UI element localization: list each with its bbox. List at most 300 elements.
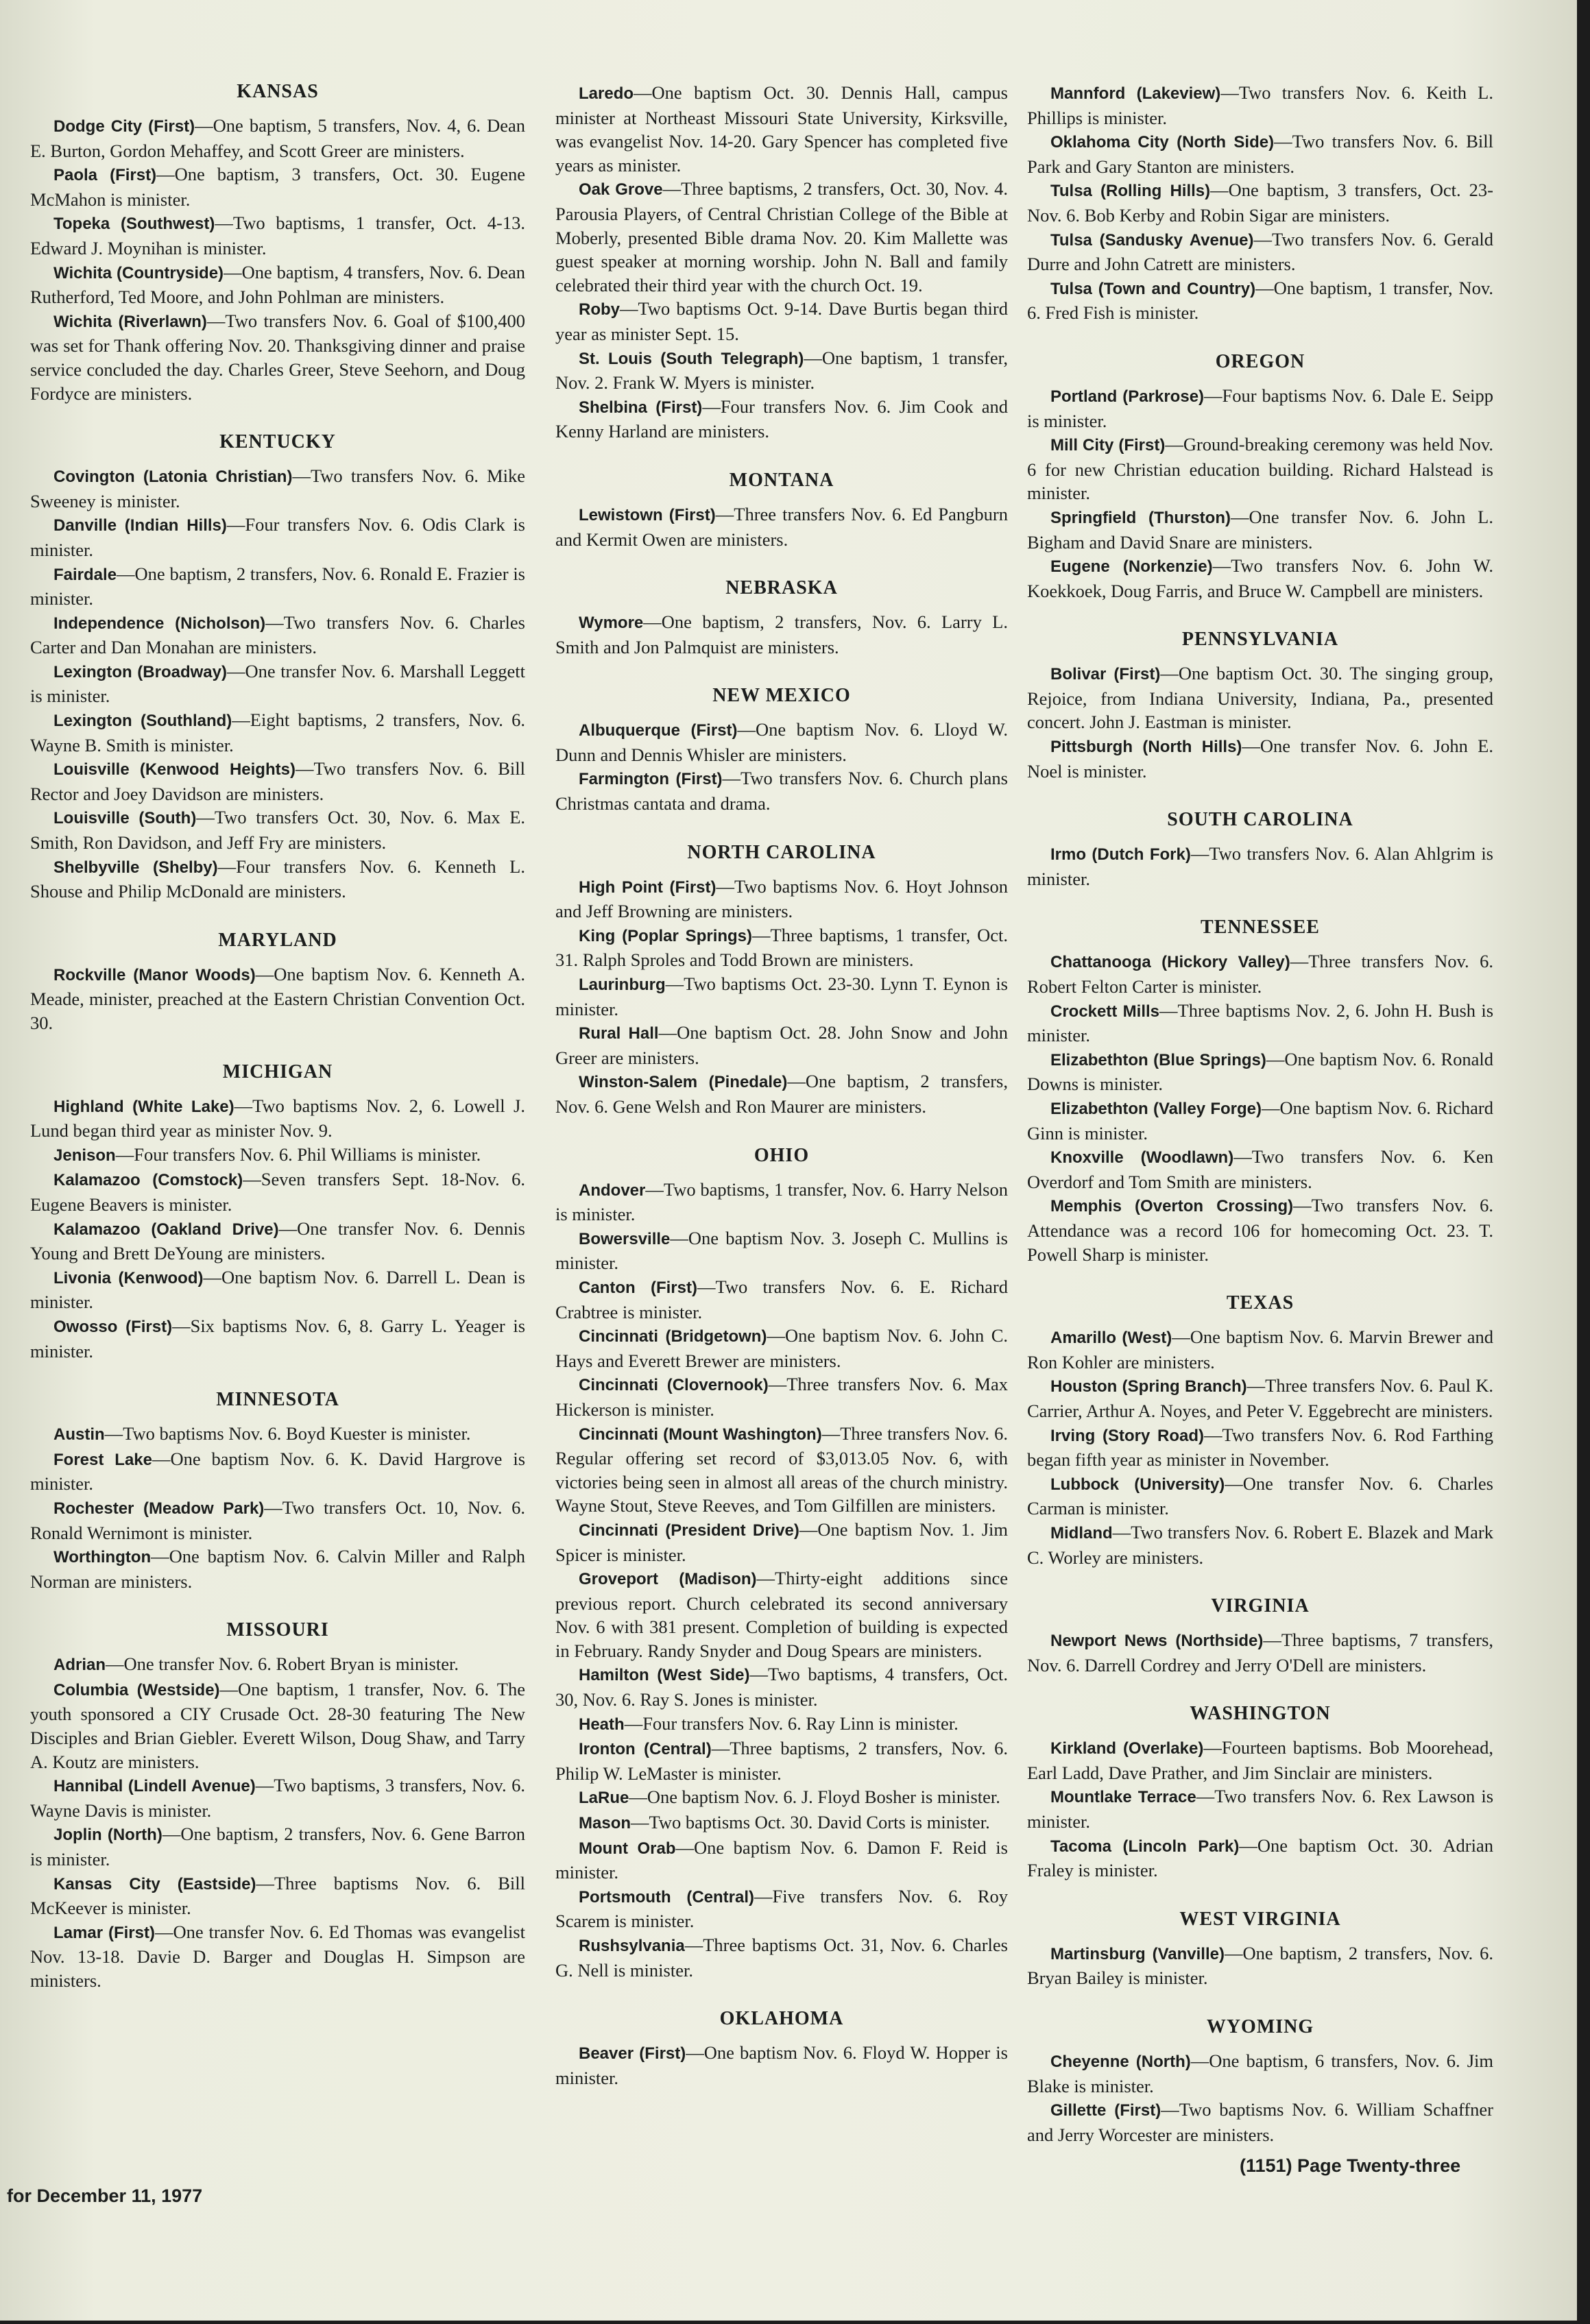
report-text: —One baptism, 3 transfers, Oct. 30. Eugene McMahon is minister. [30,164,525,210]
report-text: —One transfer Nov. 6. John E. Noel is minister. [1027,736,1493,782]
report-text: —One baptism Nov. 6. Richard Ginn is minister. [1027,1098,1494,1143]
church-name: Louisville (South) [53,809,197,828]
report-text: —Three transfers Nov. 6. Max Hickerson is minister. [555,1374,1009,1420]
church-name: Cincinnati (President Drive) [579,1521,799,1540]
church-report [30,1872,525,1920]
report-text: —Six baptisms Nov. 6, 8. Garry L. Yeager is minister. [30,1315,526,1361]
report-text: —One baptism Nov. 6. K. David Hargrove is minister. [30,1448,526,1494]
church-name: Beaver (First) [579,2044,686,2063]
report-text: —Three baptisms, 7 transfers, Nov. 6. Darrell Cordrey and Jerry O'Dell are ministers. [1027,1630,1494,1675]
church-report [30,611,525,659]
report-text: —One baptism Nov. 6. John C. Hays and Everett Brewer are ministers. [555,1325,1008,1371]
report-text: —Two baptisms Oct. 30. David Corts is minister. [631,1812,990,1833]
church-name: Covington (Latonia Christian) [53,468,293,487]
state-heading: TEXAS [1226,1292,1294,1314]
state-heading: OHIO [754,1144,810,1166]
church-report [1027,1374,1493,1423]
report-text: —Fourteen baptisms. Bob Moorehead, Earl Ladd, Dave Prather, and Jim Sinclair are ministers. [1027,1737,1493,1783]
report-text: —Two baptisms Nov. 2, 6. Lowell J. Lund began third year as minister Nov. 9. [30,1095,525,1141]
church-report [1027,130,1493,178]
report-text: —Three baptisms Oct. 31, Nov. 6. Charles G. Nell is minister. [555,1935,1008,1981]
church-name: Highland (White Lake) [53,1097,234,1116]
report-text: —Two transfers Oct. 30, Nov. 6. Max E. Smith, Ron Davidson, and Jeff Fry are ministers. [30,807,526,854]
church-report [30,1496,525,1545]
church-name: Cheyenne (North) [1050,2053,1191,2072]
column-1 [30,81,525,1993]
church-name: Livonia (Kenwood) [53,1268,204,1287]
state-heading: WASHINGTON [1190,1703,1331,1725]
report-text: —Two transfers Nov. 6. Bill Rector and Joey Davidson are ministers. [30,758,526,804]
church-name: Eugene (Norkenzie) [1050,557,1213,577]
column-2 [555,81,1008,2090]
report-text: —Two baptisms Nov. 6. William Schaffner and Jerry Worcester are ministers. [1027,2099,1494,2145]
church-report [1027,1145,1493,1194]
report-text: —Two baptisms Nov. 6. Boyd Kuester is minister. [104,1423,471,1444]
church-name: Albuquerque (First) [579,721,738,740]
church-name: Groveport (Madison) [579,1570,757,1589]
report-text: —Eight baptisms, 2 transfers, Nov. 6. Wayne B. Smith is minister. [30,710,526,755]
church-report [30,162,525,211]
report-text: —Four transfers Nov. 6. Phil Williams is minister. [115,1143,481,1165]
church-report [555,2041,1008,2090]
church-name: Newport News (Northside) [1050,1632,1264,1651]
church-name: Elizabethton (Blue Springs) [1050,1050,1266,1069]
church-report [30,562,525,611]
state-heading: MINNESOTA [216,1389,339,1411]
report-text: —One transfer Nov. 6. Marshall Leggett is minister. [30,660,525,707]
church-name: Kalamazoo (Oakland Drive) [53,1220,279,1239]
church-report [30,659,525,708]
church-report [555,1178,1008,1226]
church-report [555,1785,1008,1811]
report-text: —Three transfers Nov. 6. Paul K. Carrier, Arthur A. Noyes, and Peter V. Eggebrecht are ministers. [1027,1375,1493,1421]
report-text: —Two transfers Oct. 10, Nov. 6. Ronald Wernimont is minister. [30,1497,525,1543]
report-text: —One baptism Nov. 1. Jim Spicer is minister. [555,1518,1008,1565]
church-report [555,1422,1008,1518]
church-report [555,923,1008,972]
report-text: —One baptism Nov. 6. Marvin Brewer and Ron Kohler are ministers. [1027,1327,1493,1372]
church-name: Columbia (Westside) [53,1680,220,1699]
church-name: Laurinburg [579,976,666,995]
church-name: Forest Lake [53,1450,152,1469]
church-name: Memphis (Overton Crossing) [1050,1197,1294,1216]
report-text: —One baptism, 1 transfer, Nov. 6. The youth sponsored a CIY Crusade Oct. 28-30 featuring The New Disciples and Brian Giebler. Everett Wilson, Doug Shaw, and Tarry A. Koutz are ministers. [30,1678,525,1772]
church-name: Tulsa (Rolling Hills) [1050,182,1211,201]
church-name: Gillette (First) [1050,2101,1161,2120]
church-report [555,1811,1008,1836]
report-text: —Two transfers Nov. 6. Alan Ahlgrim is minister. [1027,843,1493,889]
state-heading: KENTUCKY [219,431,336,453]
church-report [1027,734,1493,783]
report-text: —Two transfers Nov. 6. Mike Sweeney is minister. [30,465,525,511]
church-report [30,114,525,162]
state-heading: MICHIGAN [222,1061,333,1082]
report-text: —Seven transfers Sept. 18-Nov. 6. Eugene Beavers is minister. [30,1169,525,1215]
church-name: Worthington [53,1548,152,1567]
church-name: Portsmouth (Central) [579,1887,755,1907]
report-text: —One baptism, 2 transfers, Nov. 6. Gene Barron is minister. [30,1824,525,1870]
report-text: —One baptism, 5 transfers, Nov. 4, 6. Dean E. Burton, Gordon Mehaffey, and Scott Greer are ministers. [30,115,525,161]
church-name: Elizabethton (Valley Forge) [1050,1100,1262,1118]
report-text: —Four baptisms Nov. 6. Dale E. Seipp is minister. [1027,385,1493,431]
church-name: Springfield (Thurston) [1050,508,1231,527]
report-text: —One baptism Nov. 6. Floyd W. Hopper is minister. [555,2042,1008,2088]
report-text: —Four transfers Nov. 6. Jim Cook and Kenny Harland are ministers. [555,396,1008,442]
report-text: —Four transfers Nov. 6. Odis Clark is minister. [30,514,525,560]
church-name: Kalamazoo (Comstock) [53,1171,243,1190]
church-report [1027,2098,1493,2146]
church-name: Andover [579,1181,646,1200]
church-report [30,1143,525,1168]
church-name: Irmo (Dutch Fork) [1050,845,1191,864]
church-name: Dodge City (First) [53,117,195,136]
report-text: —One baptism Oct. 30. The singing group, Rejoice, from Indiana University, Indiana, Pa., presented concert. John J. Eastman is minister. [1027,663,1493,733]
report-text: —One transfer Nov. 6. Dennis Young and Brett DeYoung are ministers. [30,1218,525,1264]
church-report [555,1518,1008,1566]
church-name: Bolivar (First) [1050,665,1161,684]
report-text: —Two transfers Nov. 6. Keith L. Phillips is minister. [1027,82,1493,128]
report-text: —One baptism Nov. 6. Ronald Downs is minister. [1027,1048,1494,1095]
church-name: Portland (Parkrose) [1050,387,1205,406]
report-text: —Three transfers Nov. 6. Robert Felton Carter is minister. [1027,951,1493,997]
report-text: —Two baptisms, 4 transfers, Oct. 30, Nov. 6. Ray S. Jones is minister. [555,1664,1008,1710]
church-report [30,1217,525,1266]
church-report [1027,81,1493,130]
church-report [30,1678,525,1774]
church-report [30,1094,525,1143]
church-report [30,464,525,513]
church-name: Mountlake Terrace [1050,1788,1196,1807]
state-heading: SOUTH CAROLINA [1167,809,1353,831]
report-text: —One transfer Nov. 6. Charles Carman is minister. [1027,1473,1493,1519]
church-name: Shelbina (First) [579,398,703,417]
state-heading: NEW MEXICO [712,685,851,707]
church-name: Lewistown (First) [579,505,716,524]
report-text: —Two transfers Nov. 6. Charles Carter and Dan Monahan are ministers. [30,612,525,658]
report-text: —Two transfers Nov. 6. John W. Koekkoek, Doug Farris, and Bruce W. Campbell are ministers. [1027,555,1493,601]
church-report [30,1422,525,1447]
report-text: —Three transfers Nov. 6. Ed Pangburn and Kermit Owen are ministers. [555,503,1008,550]
church-report [1027,505,1493,554]
church-report [30,806,525,854]
church-report [555,1885,1008,1933]
report-text: —Ground-breaking ceremony was held Nov. 6 for new Christian education building. Richard Halstead is minister. [1027,434,1493,504]
church-report [1027,554,1493,603]
report-text: —Two transfers Nov. 6. Goal of $100,400 was set for Thank offering Nov. 20. Thanksgiving dinner and praise service concluded the day. Charles Greer, Steve Seehorn, and Doug Fordyce are ministers. [30,310,525,404]
report-text: —One baptism Nov. 6. J. Floyd Bosher is minister. [629,1787,1000,1808]
church-report [1027,1423,1493,1472]
report-text: —Four transfers Nov. 6. Ray Linn is minister. [624,1712,959,1734]
report-text: —Two transfers Nov. 6. Gerald Durre and John Catrett are ministers. [1027,228,1493,275]
church-report [1027,1628,1493,1677]
church-name: Bowersville [579,1229,671,1248]
church-report [30,1652,525,1678]
state-heading: WYOMING [1206,2016,1314,2038]
state-heading: TENNESSEE [1201,917,1320,939]
church-report [1027,2049,1493,2098]
church-name: Austin [53,1425,105,1444]
report-text: —One transfer Nov. 6. Robert Bryan is minister. [106,1654,459,1675]
report-text: —Two transfers Nov. 6. Church plans Christmas cantata and drama. [555,768,1008,814]
church-report [555,1933,1008,1982]
state-heading: MARYLAND [218,929,337,951]
church-name: Winston-Salem (Pinedale) [579,1073,788,1092]
church-name: Mill City (First) [1050,436,1166,455]
report-text: —One baptism Nov. 6. Lloyd W. Dunn and Dennis Whisler are ministers. [555,719,1008,765]
report-text: —One baptism Nov. 6. Kenneth A. Meade, minister, preached at the Eastern Christian Convention Oct. 30. [30,963,525,1033]
report-text: —Two baptisms Oct. 23-30. Lynn T. Eynon is minister. [555,973,1008,1019]
church-name: Kansas City (Eastside) [53,1874,256,1893]
church-report [1027,1048,1493,1096]
church-name: Midland [1050,1523,1113,1542]
church-report [30,708,525,757]
church-report [555,1275,1008,1324]
church-name: Kirkland (Overlake) [1050,1739,1204,1758]
church-name: Lubbock (University) [1050,1475,1225,1494]
report-text: —One baptism, 1 transfer, Nov. 6. Fred Fish is minister. [1027,277,1493,324]
church-report [1027,842,1493,891]
church-report [30,513,525,561]
church-name: Rockville (Manor Woods) [53,965,256,984]
report-text: —One baptism Oct. 28. John Snow and John Greer are ministers. [555,1022,1008,1068]
church-name: Martinsburg (Vanville) [1050,1944,1225,1963]
report-text: —Two baptisms, 1 transfer, Oct. 4-13. Edward J. Moynihan is minister. [30,213,525,258]
report-text: —Thirty-eight additions since previous report. Church celebrated its second anniversary Nov. 6 with 381 present. Completion of building is expected in February. Randy Snyder and Doug Spears are ministers. [555,1568,1008,1661]
church-report [555,1226,1008,1275]
church-name: LaRue [579,1789,629,1808]
church-report [30,261,525,309]
column-3 [1027,81,1493,2146]
church-report [1027,1096,1493,1145]
church-report [555,346,1008,395]
church-name: Louisville (Kenwood Heights) [53,760,296,779]
church-name: Lamar (First) [53,1923,155,1942]
report-text: —One transfer Nov. 6. Ed Thomas was evangelist Nov. 13-18. Davie D. Barger and Douglas H. Simpson are ministers. [30,1921,525,1991]
church-report [555,610,1008,659]
church-name: Roby [579,300,620,319]
issue-date: for December 11, 1977 [7,2186,203,2206]
church-name: Farmington (First) [579,770,723,789]
church-report [30,1167,525,1216]
report-text: —One baptism, 2 transfers, Nov. 6. Larry L. Smith and Jon Palmquist are ministers. [555,612,1008,657]
state-heading: KANSAS [237,81,319,102]
church-name: Canton (First) [579,1278,697,1297]
church-report [555,1069,1008,1118]
report-text: —Three baptisms, 2 transfers, Oct. 30, Nov. 4. Parousia Players, of Central Christian College of the Bible at Moberly, presented Bible drama Nov. 20. Kim Mallette was guest speaker at morning worship. John N. Ball and family celebrated their third year with the church Oct. 19. [555,178,1008,295]
church-report [1027,384,1493,433]
church-name: Ironton (Central) [579,1740,712,1759]
report-text: —One baptism Oct. 30. Dennis Hall, campus minister at Northeast Missouri State University, Kirksville, was evangelist Nov. 14-20. Gary Spencer has completed five years as minister. [555,82,1008,175]
state-heading: MONTANA [729,469,834,491]
church-name: Cincinnati (Bridgetown) [579,1327,767,1346]
church-report [555,875,1008,923]
church-report [555,1566,1008,1662]
church-report [555,766,1008,815]
report-text: —Four transfers Nov. 6. Kenneth L. Shouse and Philip McDonald are ministers. [30,856,525,902]
church-report [555,177,1008,297]
church-name: Joplin (North) [53,1826,162,1845]
church-report [555,1021,1008,1069]
church-name: Oklahoma City (North Side) [1050,133,1275,152]
church-name: Owosso (First) [53,1317,173,1336]
report-text: —Two transfers Nov. 6. Bill Park and Gary Stanton are ministers. [1027,131,1493,177]
church-name: Cincinnati (Clovernook) [579,1376,769,1395]
church-name: Tulsa (Town and Country) [1050,279,1256,298]
report-text: —One baptism Nov. 6. Calvin Miller and Ralph Norman are ministers. [30,1546,525,1592]
church-report [30,1447,525,1496]
church-report [30,1314,525,1363]
church-report [555,395,1008,444]
report-text: —One baptism Nov. 3. Joseph C. Mullins is minister. [555,1227,1008,1274]
church-name: Topeka (Southwest) [53,215,215,234]
church-report [30,757,525,806]
state-heading: MISSOURI [226,1619,329,1641]
church-report [1027,1472,1493,1521]
church-report [1027,178,1493,227]
church-name: Heath [579,1715,625,1734]
church-name: Mason [579,1814,631,1833]
report-text: —Two baptisms, 3 transfers, Nov. 6. Wayne Davis is minister. [30,1775,525,1821]
report-text: —Two transfers Nov. 6. Rod Farthing began fifth year as minister in November. [1027,1424,1493,1470]
church-name: Danville (Indian Hills) [53,516,227,535]
report-text: —Three baptisms, 1 transfer, Oct. 31. Ralph Sproles and Todd Brown are ministers. [555,924,1008,971]
church-report [1027,1325,1493,1374]
report-text: —Three baptisms, 2 transfers, Nov. 6. Philip W. LeMaster is minister. [555,1738,1008,1784]
church-name: Mount Orab [579,1839,676,1858]
state-heading: OREGON [1215,350,1305,372]
report-text: —Three baptisms Nov. 6. Bill McKeever is minister. [30,1872,525,1919]
church-name: Wymore [579,614,644,633]
report-text: —Two baptisms Oct. 9-14. Dave Burtis began third year as minister Sept. 15. [555,298,1008,344]
church-report [555,1712,1008,1737]
report-text: —Three baptisms Nov. 2, 6. John H. Bush is minister. [1027,1000,1494,1046]
report-text: —One transfer Nov. 6. John L. Bigham and David Snare are ministers. [1027,506,1493,553]
church-name: Crockett Mills [1050,1002,1160,1021]
church-name: Wichita (Countryside) [53,263,224,282]
church-name: St. Louis (South Telegraph) [579,349,804,368]
report-text: —Two baptisms Nov. 6. Hoyt Johnson and Jeff Browning are ministers. [555,875,1008,922]
report-text: —One baptism, 2 transfers, Nov. 6. Bryan Bailey is minister. [1027,1942,1493,1989]
church-name: Lexington (Broadway) [53,662,227,681]
church-report [555,81,1008,177]
church-name: Paola (First) [53,166,157,185]
church-name: Rochester (Meadow Park) [53,1499,265,1518]
church-report [30,855,525,904]
church-name: Jenison [53,1146,116,1165]
church-name: Wichita (Riverlawn) [53,312,207,331]
church-report [30,1774,525,1822]
church-name: Independence (Nicholson) [53,614,266,633]
report-text: —One baptism, 4 transfers, Nov. 6. Dean Rutherford, Ted Moore, and John Pohlman are ministers. [30,261,525,308]
report-text: —Three transfers Nov. 6. Regular offering set record of $3,013.05 Nov. 6, with victories being seen in almost all areas of the church ministry. Wayne Stout, Steve Reeves, and Tom Gilfillen are ministers. [555,1423,1008,1516]
church-name: Hannibal (Lindell Avenue) [53,1777,256,1796]
church-report [1027,662,1493,734]
report-text: —Two baptisms, 1 transfer, Nov. 6. Harry Nelson is minister. [555,1178,1008,1225]
church-report [555,718,1008,766]
church-report [555,1372,1008,1421]
report-text: —Two transfers Nov. 6. Ken Overdorf and Tom Smith are ministers. [1027,1146,1493,1192]
report-text: —One baptism, 3 transfers, Oct. 23-Nov. 6. Bob Kerby and Robin Sigar are ministers. [1027,180,1493,226]
report-text: —One baptism, 2 transfers, Nov. 6. Ronald E. Frazier is minister. [30,563,525,609]
church-report [30,1545,525,1593]
church-name: Oak Grove [579,180,663,199]
state-heading: VIRGINIA [1211,1595,1310,1617]
church-name: Tulsa (Sandusky Avenue) [1050,230,1254,250]
church-name: Irving (Story Road) [1050,1426,1205,1445]
church-report [555,297,1008,346]
church-name: High Point (First) [579,877,716,897]
report-text: —One baptism, 6 transfers, Nov. 6. Jim Blake is minister. [1027,2050,1493,2096]
report-text: —Five transfers Nov. 6. Roy Scarem is minister. [555,1885,1008,1932]
report-text: —Two transfers Nov. 6. Rex Lawson is minister. [1027,1786,1494,1832]
state-heading: WEST VIRGINIA [1179,1908,1341,1930]
church-report [555,1736,1008,1785]
church-report [555,1324,1008,1372]
report-text: —Two transfers Nov. 6. E. Richard Crabtree is minister. [555,1276,1009,1322]
state-heading: PENNSYLVANIA [1181,629,1339,651]
church-name: Fairdale [53,565,117,584]
church-name: Hamilton (West Side) [579,1666,750,1685]
church-report [30,211,525,260]
church-report [30,1266,525,1314]
church-report [555,503,1008,551]
church-name: Tacoma (Lincoln Park) [1050,1837,1240,1856]
church-name: Houston (Spring Branch) [1050,1377,1247,1396]
church-name: King (Poplar Springs) [579,926,753,945]
church-name: Shelbyville (Shelby) [53,858,218,877]
church-report [1027,433,1493,505]
report-text: —Two transfers Nov. 6. Attendance was a record 106 for homecoming Oct. 23. T. Powell Sharp is minister. [1027,1195,1493,1265]
church-report [1027,1521,1493,1569]
state-heading: NORTH CAROLINA [687,841,876,863]
church-name: Mannford (Lakeview) [1050,84,1221,103]
church-report [555,1662,1008,1711]
church-report [1027,949,1493,998]
church-report [30,963,525,1035]
page-number: (1151) Page Twenty-three [1240,2155,1461,2176]
church-name: Knoxville (Woodlawn) [1050,1148,1234,1167]
report-text: —One baptism Oct. 30. Adrian Fraley is minister. [1027,1835,1494,1881]
church-name: Adrian [53,1656,106,1675]
church-name: Pittsburgh (North Hills) [1050,738,1242,757]
church-report [555,1836,1008,1885]
report-text: —One baptism Nov. 6. Damon F. Reid is minister. [555,1837,1008,1883]
report-text: —One baptism, 1 transfer, Nov. 2. Frank W. Myers is minister. [555,347,1008,394]
report-text: —Two transfers Nov. 6. Robert E. Blazek and Mark C. Worley are ministers. [1027,1521,1493,1568]
church-report [30,1822,525,1871]
church-name: Cincinnati (Mount Washington) [579,1425,822,1444]
church-report [30,309,525,405]
church-name: Rural Hall [579,1024,659,1043]
church-report [1027,999,1493,1048]
state-heading: OKLAHOMA [719,2008,844,2030]
report-text: —One baptism Nov. 6. Darrell L. Dean is minister. [30,1266,526,1313]
church-report [30,1920,525,1993]
church-name: Amarillo (West) [1050,1329,1172,1348]
church-report [1027,228,1493,276]
church-report [1027,1784,1493,1833]
church-report [555,972,1008,1021]
church-name: Rushsylvania [579,1937,685,1955]
church-name: Lexington (Southland) [53,712,232,731]
church-report [1027,1736,1493,1784]
church-report [1027,1834,1493,1883]
church-report [1027,1194,1493,1266]
church-report [1027,276,1493,325]
church-report [1027,1941,1493,1990]
report-text: —One baptism, 2 transfers, Nov. 6. Gene Welsh and Ron Maurer are ministers. [555,1071,1008,1117]
church-name: Laredo [579,84,634,103]
